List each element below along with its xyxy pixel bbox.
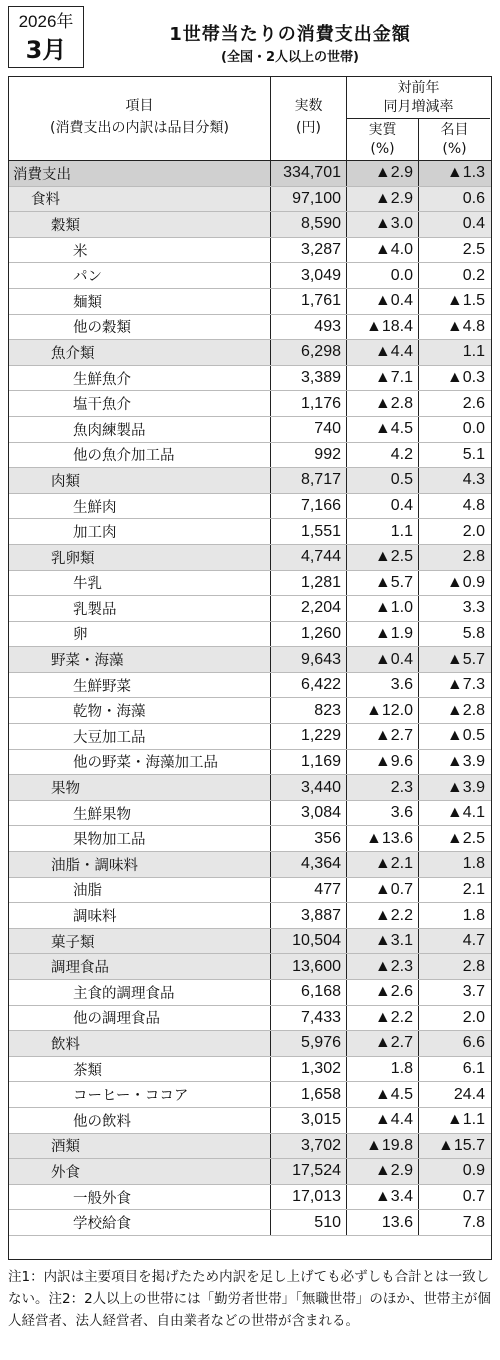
row-real-change: 0.4 [347, 494, 419, 519]
column-header-real-unit: (%) [370, 141, 395, 157]
row-nominal-change: 2.5 [462, 241, 485, 259]
row-nominal-change: 0.0 [462, 420, 485, 438]
date-month: 3月 [25, 36, 67, 64]
row-item-name: 学校給食 [9, 1210, 271, 1235]
row-nominal-change: ▲15.7 [438, 1136, 485, 1154]
row-amount: 4,744 [271, 545, 347, 570]
row-item-name: 卵 [9, 622, 271, 647]
table-row [9, 289, 491, 315]
row-real-change: ▲2.9 [347, 1159, 419, 1184]
row-item-name: 油脂 [9, 878, 271, 903]
table-row [9, 212, 491, 238]
row-amount: 13,600 [271, 954, 347, 979]
row-nominal-change: 1.8 [462, 906, 485, 924]
column-header-item-label: 項目 [125, 98, 154, 114]
table-body [9, 161, 491, 1236]
row-nominal-change: ▲3.9 [446, 752, 485, 770]
row-amount: 17,013 [271, 1185, 347, 1210]
row-real-change: ▲19.8 [347, 1134, 419, 1159]
page-title: 1世帯当たりの消費支出金額 [169, 24, 411, 45]
column-header-real [347, 119, 419, 161]
row-nominal-change: ▲1.3 [446, 164, 485, 182]
row-real-change: ▲0.7 [347, 878, 419, 903]
column-header-real-label: 実質 [368, 122, 397, 138]
row-amount: 2,204 [271, 596, 347, 621]
row-nominal-change: 4.7 [462, 932, 485, 950]
row-real-change: ▲3.0 [347, 212, 419, 237]
row-amount: 3,389 [271, 366, 347, 391]
table-row [9, 878, 491, 904]
row-amount: 1,176 [271, 391, 347, 416]
row-real-change: ▲13.6 [347, 826, 419, 851]
row-amount: 5,976 [271, 1031, 347, 1056]
table-row [9, 366, 491, 392]
row-amount: 477 [271, 878, 347, 903]
row-amount: 3,084 [271, 801, 347, 826]
row-item-name: 牛乳 [9, 571, 271, 596]
row-amount: 6,298 [271, 340, 347, 365]
table-row [9, 161, 491, 187]
table-row [9, 468, 491, 494]
row-item-name: 魚肉練製品 [9, 417, 271, 442]
row-real-change: ▲2.5 [347, 545, 419, 570]
footnotes: 注1：内訳は主要項目を掲げたため内訳を足し上げても必ずしも合計とは一致しない。注2：2人以上の世帯には「勤労者世帯」「無職世帯」のほか、世帯主が個人経営者、法人経営者、自由業者などの世帯が含まれる。 [8, 1269, 491, 1329]
row-nominal-change: ▲4.1 [446, 804, 485, 822]
row-amount: 356 [271, 826, 347, 851]
row-nominal-change: 24.4 [453, 1085, 485, 1103]
table-header [9, 77, 491, 161]
table-row [9, 545, 491, 571]
page-header [0, 0, 500, 76]
table-row [9, 340, 491, 366]
row-item-name: 穀類 [9, 212, 271, 237]
row-amount: 3,049 [271, 263, 347, 288]
row-nominal-change: ▲7.3 [446, 676, 485, 694]
row-real-change: 1.8 [347, 1057, 419, 1082]
row-amount: 1,229 [271, 724, 347, 749]
row-real-change: ▲7.1 [347, 366, 419, 391]
table-row [9, 1031, 491, 1057]
table-row [9, 673, 491, 699]
table-row [9, 443, 491, 469]
table-row [9, 852, 491, 878]
row-nominal-change: 4.3 [462, 471, 485, 489]
row-amount: 823 [271, 698, 347, 723]
row-real-change: ▲2.7 [347, 1031, 419, 1056]
row-real-change: 13.6 [347, 1210, 419, 1235]
row-amount: 97,100 [271, 187, 347, 212]
row-amount: 510 [271, 1210, 347, 1235]
row-amount: 7,433 [271, 1006, 347, 1031]
row-nominal-change: 1.8 [462, 855, 485, 873]
row-nominal-change: ▲1.5 [446, 292, 485, 310]
row-nominal-change: 7.8 [462, 1213, 485, 1231]
row-item-name: 果物 [9, 775, 271, 800]
row-item-name: 果物加工品 [9, 826, 271, 851]
table-row [9, 1057, 491, 1083]
column-header-nominal [419, 119, 490, 161]
row-item-name: 米 [9, 238, 271, 263]
row-amount: 17,524 [271, 1159, 347, 1184]
row-nominal-change: 2.8 [462, 957, 485, 975]
row-amount: 4,364 [271, 852, 347, 877]
row-amount: 1,302 [271, 1057, 347, 1082]
table-row [9, 1108, 491, 1134]
row-real-change: 0.0 [347, 263, 419, 288]
row-item-name: 乾物・海藻 [9, 698, 271, 723]
row-real-change: 3.6 [347, 801, 419, 826]
row-amount: 3,887 [271, 903, 347, 928]
row-item-name: 菓子類 [9, 929, 271, 954]
row-amount: 8,590 [271, 212, 347, 237]
table-row [9, 417, 491, 443]
column-header-yoy-line1: 対前年 [397, 80, 440, 96]
date-year: 2026年 [18, 12, 74, 31]
row-nominal-change: 0.4 [462, 215, 485, 233]
row-real-change: 2.3 [347, 775, 419, 800]
row-nominal-change: 3.3 [462, 599, 485, 617]
row-real-change: ▲2.9 [347, 187, 419, 212]
table-row [9, 801, 491, 827]
row-nominal-change: ▲4.8 [446, 317, 485, 335]
row-real-change: 1.1 [347, 519, 419, 544]
row-nominal-change: 2.6 [462, 394, 485, 412]
row-nominal-change: 6.1 [462, 1060, 485, 1078]
row-item-name: 調理食品 [9, 954, 271, 979]
row-item-name: 他の魚介加工品 [9, 443, 271, 468]
column-header-item [9, 77, 271, 161]
row-item-name: 食料 [9, 187, 271, 212]
row-item-name: 茶類 [9, 1057, 271, 1082]
table-row [9, 724, 491, 750]
row-amount: 6,168 [271, 980, 347, 1005]
row-amount: 1,260 [271, 622, 347, 647]
row-nominal-change: 0.2 [462, 266, 485, 284]
table-row [9, 519, 491, 545]
row-nominal-change: 2.0 [462, 522, 485, 540]
row-nominal-change: 6.6 [462, 1034, 485, 1052]
table-row [9, 1082, 491, 1108]
row-real-change: ▲5.7 [347, 571, 419, 596]
row-item-name: 他の調理食品 [9, 1006, 271, 1031]
table-row [9, 571, 491, 597]
row-real-change: ▲4.4 [347, 340, 419, 365]
table-row [9, 750, 491, 776]
row-item-name: コーヒー・ココア [9, 1082, 271, 1107]
date-box [8, 6, 84, 68]
column-header-yoy-line2: 同月増減率 [383, 99, 454, 115]
row-nominal-change: 2.8 [462, 548, 485, 566]
row-real-change: ▲0.4 [347, 647, 419, 672]
row-real-change: ▲4.5 [347, 1082, 419, 1107]
row-amount: 10,504 [271, 929, 347, 954]
row-real-change: ▲3.4 [347, 1185, 419, 1210]
row-amount: 7,166 [271, 494, 347, 519]
row-amount: 334,701 [271, 161, 347, 186]
row-item-name: 一般外食 [9, 1185, 271, 1210]
row-amount: 740 [271, 417, 347, 442]
row-nominal-change: 4.8 [462, 497, 485, 515]
row-amount: 3,287 [271, 238, 347, 263]
row-real-change: ▲2.2 [347, 1006, 419, 1031]
column-header-nominal-label: 名目 [440, 122, 469, 138]
row-amount: 8,717 [271, 468, 347, 493]
row-item-name: 大豆加工品 [9, 724, 271, 749]
row-item-name: 乳製品 [9, 596, 271, 621]
column-header-yoy [347, 77, 490, 119]
table-row [9, 698, 491, 724]
row-amount: 1,551 [271, 519, 347, 544]
row-real-change: ▲18.4 [347, 315, 419, 340]
row-item-name: 他の野菜・海藻加工品 [9, 750, 271, 775]
row-item-name: 生鮮野菜 [9, 673, 271, 698]
row-real-change: ▲4.0 [347, 238, 419, 263]
row-real-change: ▲4.4 [347, 1108, 419, 1133]
row-real-change: ▲2.2 [347, 903, 419, 928]
row-real-change: ▲1.9 [347, 622, 419, 647]
table-row [9, 826, 491, 852]
row-item-name: 生鮮果物 [9, 801, 271, 826]
row-real-change: ▲12.0 [347, 698, 419, 723]
table-row [9, 1210, 491, 1236]
table-row [9, 187, 491, 213]
row-item-name: 肉類 [9, 468, 271, 493]
table-row [9, 1006, 491, 1032]
row-item-name: 加工肉 [9, 519, 271, 544]
table-row [9, 494, 491, 520]
row-nominal-change: 2.0 [462, 1008, 485, 1026]
row-amount: 9,643 [271, 647, 347, 672]
row-nominal-change: ▲0.3 [446, 369, 485, 387]
row-real-change: ▲2.9 [347, 161, 419, 186]
table-row [9, 1159, 491, 1185]
table-row [9, 775, 491, 801]
row-real-change: 3.6 [347, 673, 419, 698]
row-real-change: 0.5 [347, 468, 419, 493]
row-real-change: ▲0.4 [347, 289, 419, 314]
row-amount: 493 [271, 315, 347, 340]
row-nominal-change: ▲0.5 [446, 727, 485, 745]
row-real-change: ▲2.1 [347, 852, 419, 877]
row-real-change: ▲3.1 [347, 929, 419, 954]
row-item-name: 魚介類 [9, 340, 271, 365]
table-row [9, 391, 491, 417]
row-amount: 1,761 [271, 289, 347, 314]
row-item-name: 野菜・海藻 [9, 647, 271, 672]
table-row [9, 903, 491, 929]
row-item-name: 消費支出 [9, 161, 271, 186]
row-real-change: ▲1.0 [347, 596, 419, 621]
table-row [9, 263, 491, 289]
row-item-name: 飲料 [9, 1031, 271, 1056]
row-item-name: 酒類 [9, 1134, 271, 1159]
row-real-change: ▲9.6 [347, 750, 419, 775]
column-header-item-note: (消費支出の内訳は品目分類) [50, 120, 229, 136]
row-nominal-change: ▲1.1 [446, 1111, 485, 1129]
row-item-name: 乳卵類 [9, 545, 271, 570]
row-nominal-change: ▲5.7 [446, 650, 485, 668]
row-real-change: ▲2.3 [347, 954, 419, 979]
row-nominal-change: 0.6 [462, 189, 485, 207]
row-item-name: 生鮮魚介 [9, 366, 271, 391]
row-amount: 1,658 [271, 1082, 347, 1107]
row-nominal-change: 0.7 [462, 1188, 485, 1206]
row-item-name: 主食的調理食品 [9, 980, 271, 1005]
row-amount: 3,015 [271, 1108, 347, 1133]
column-header-nominal-unit: (%) [442, 141, 467, 157]
row-nominal-change: ▲2.8 [446, 701, 485, 719]
table-row [9, 980, 491, 1006]
row-nominal-change: ▲0.9 [446, 573, 485, 591]
table-row [9, 1134, 491, 1160]
table-row [9, 238, 491, 264]
expenditure-table [8, 76, 492, 1260]
table-row [9, 315, 491, 341]
row-amount: 1,169 [271, 750, 347, 775]
row-item-name: 調味料 [9, 903, 271, 928]
row-amount: 3,702 [271, 1134, 347, 1159]
row-item-name: 油脂・調味料 [9, 852, 271, 877]
row-item-name: 塩干魚介 [9, 391, 271, 416]
row-nominal-change: 0.9 [462, 1162, 485, 1180]
row-real-change: ▲4.5 [347, 417, 419, 442]
table-row [9, 596, 491, 622]
row-real-change: ▲2.8 [347, 391, 419, 416]
table-row [9, 622, 491, 648]
row-nominal-change: 5.8 [462, 624, 485, 642]
row-nominal-change: 1.1 [462, 343, 485, 361]
column-header-amount [271, 77, 347, 161]
row-amount: 992 [271, 443, 347, 468]
page-subtitle: (全国・2人以上の世帯) [221, 50, 359, 65]
table-row [9, 1185, 491, 1211]
row-real-change: ▲2.7 [347, 724, 419, 749]
row-item-name: 麺類 [9, 289, 271, 314]
row-nominal-change: 3.7 [462, 983, 485, 1001]
row-amount: 6,422 [271, 673, 347, 698]
row-nominal-change: ▲2.5 [446, 829, 485, 847]
row-item-name: 外食 [9, 1159, 271, 1184]
row-item-name: 他の飲料 [9, 1108, 271, 1133]
table-row [9, 647, 491, 673]
column-header-amount-unit: (円) [296, 120, 321, 136]
row-nominal-change: 2.1 [462, 880, 485, 898]
row-item-name: 生鮮肉 [9, 494, 271, 519]
table-row [9, 954, 491, 980]
column-header-amount-label: 実数 [294, 98, 323, 114]
row-item-name: 他の穀類 [9, 315, 271, 340]
row-amount: 1,281 [271, 571, 347, 596]
row-nominal-change: 5.1 [462, 445, 485, 463]
table-row [9, 929, 491, 955]
row-real-change: 4.2 [347, 443, 419, 468]
row-nominal-change: ▲3.9 [446, 778, 485, 796]
row-real-change: ▲2.6 [347, 980, 419, 1005]
row-amount: 3,440 [271, 775, 347, 800]
row-item-name: パン [9, 263, 271, 288]
